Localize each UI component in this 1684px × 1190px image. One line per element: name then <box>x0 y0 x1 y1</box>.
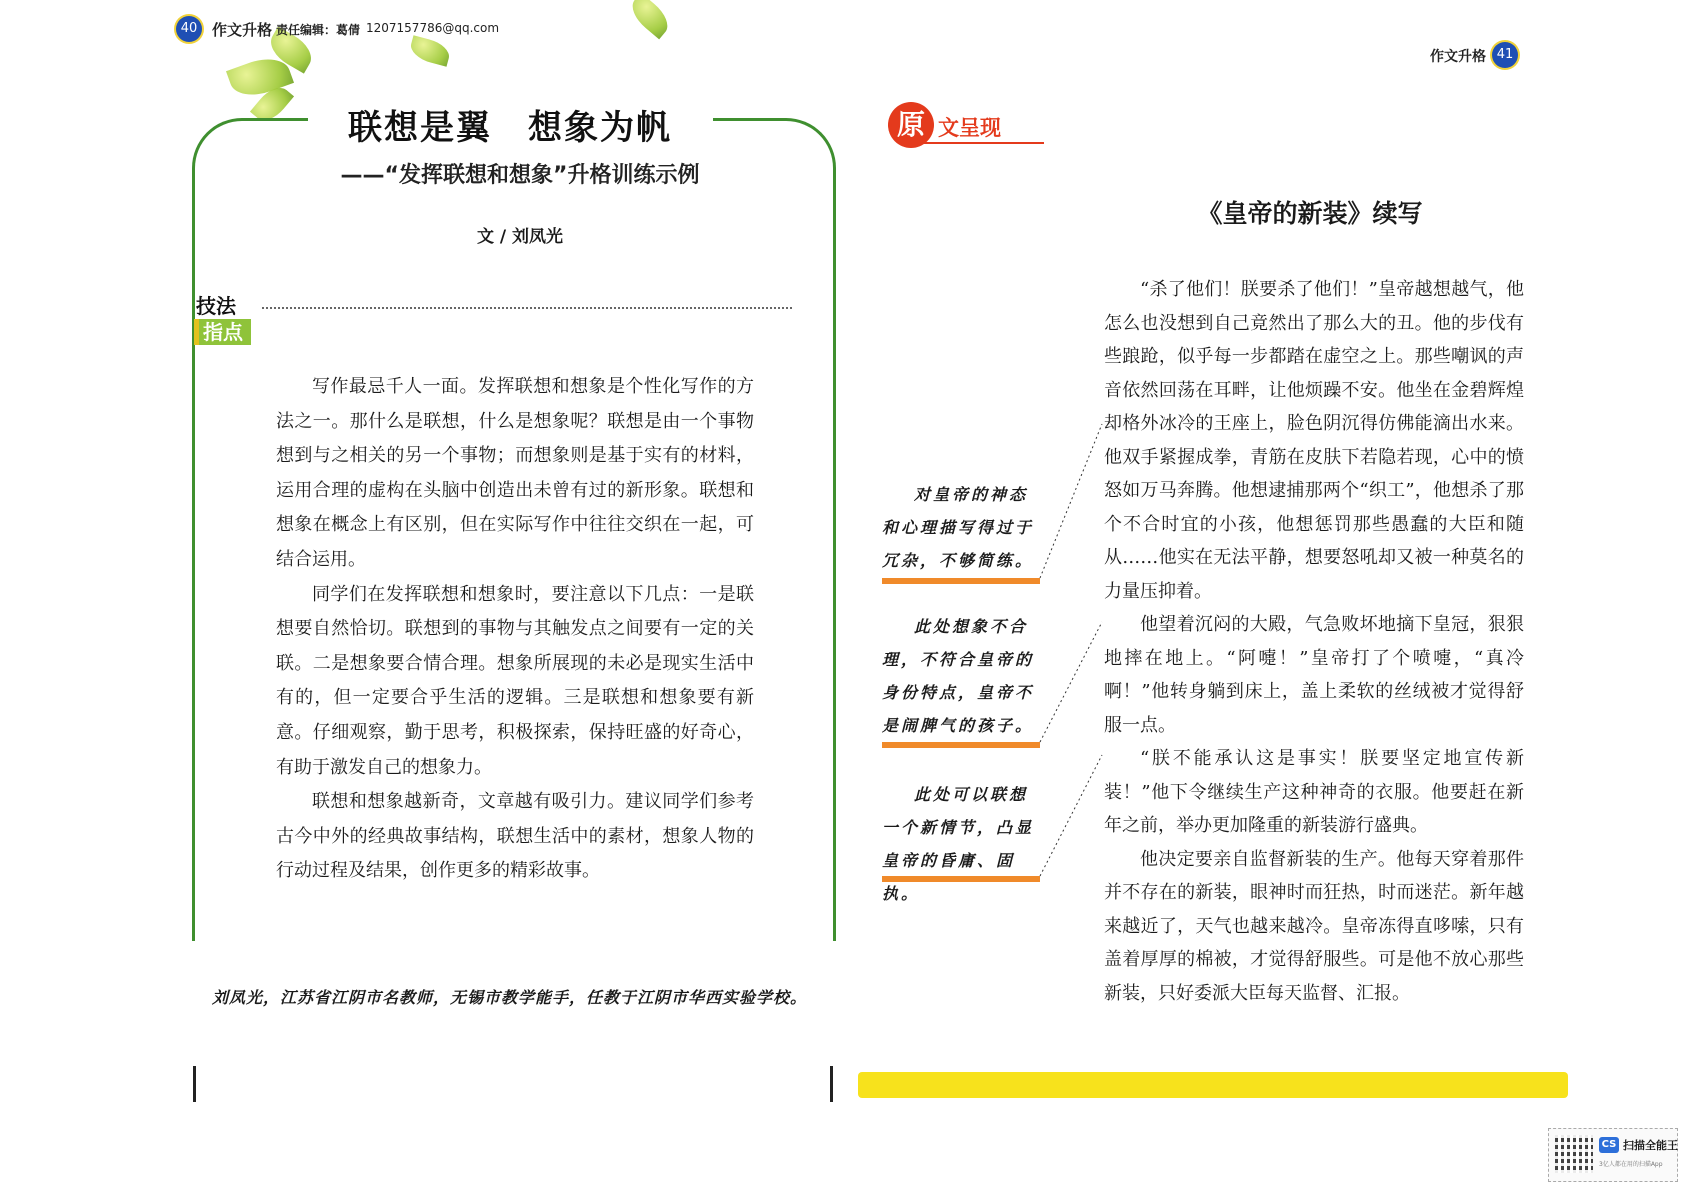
paragraph: 联想和想象越新奇，文章越有吸引力。建议同学们参考古今中外的经典故事结构，联想生活中的素材，想象人物的行动过程及结果，创作更多的精彩故事。 <box>276 791 754 882</box>
paragraph: 他决定要亲自监督新装的生产。他每天穿着那件并不存在的新装，眼神时而狂热，时而迷茫。新年越来越近了，天气也越来越冷。皇帝冻得直哆嗦，只有盖着厚厚的棉被，才觉得舒服些。可是他不放心那些新装，只好委派大臣每天监督、汇报。 <box>1104 848 1524 1004</box>
author-note: 刘凤光，江苏省江阴市名教师，无锡市教学能手，任教于江阴市华西实验学校。 <box>212 988 808 1007</box>
watermark-tagline: 3亿人都在用的扫描App <box>1599 1161 1663 1168</box>
comment-text: 此处想象不合理，不符合皇帝的身份特点，皇帝不是闹脾气的孩子。 <box>882 617 1035 735</box>
page-number-right: 41 <box>1492 42 1518 68</box>
leader-line <box>1040 622 1102 742</box>
comment-text: 对皇帝的神态和心理描写得过于冗杂，不够简练。 <box>882 485 1035 570</box>
camscanner-logo-icon: CS <box>1599 1137 1619 1153</box>
leader-line <box>1040 424 1102 578</box>
highlight-band <box>858 1072 1568 1098</box>
paragraph: “杀了他们！朕要杀了他们！”皇帝越想越气，他怎么也没想到自己竟然出了那么大的丑。他的步伐有些踉跄，似乎每一步都踏在虚空之上。那些嘲讽的声音依然回荡在耳畔，让他烦躁不安。他坐在金碧辉煌却格外冰冷的王座上，脸色阴沉得仿佛能滴出水来。他双手紧握成拳，青筋在皮肤下若隐若现，心中的愤怒如万马奔腾。他想逮捕那两个“织工”，他想杀了那个不合时宜的小孩，他想惩罚那些愚蠢的大臣和随从……他实在无法平静，想要怒吼却又被一种莫名的力量压抑着。 <box>1104 279 1524 602</box>
paragraph: “朕不能承认这是事实！朕要坚定地宣传新装！”他下令继续生产这种神奇的衣服。他要赶在新年之前，举办更加隆重的新装游行盛典。 <box>1104 748 1524 836</box>
leader-line <box>1040 755 1102 876</box>
editor-credit: 责任编辑：葛倩 <box>276 23 361 37</box>
paragraph: 他望着沉闷的大殿，气急败坏地摘下皇冠，狠狠地摔在地上。“阿嚏！”皇帝打了个喷嚏，“真冷啊！”他转身躺到床上，盖上柔软的丝绒被才觉得舒服一点。 <box>1104 614 1524 736</box>
article-title: 联想是翼 想象为帆 <box>348 108 672 148</box>
watermark-name: 扫描全能王 <box>1623 1139 1678 1152</box>
paragraph: 同学们在发挥联想和想象时，要注意以下几点：一是联想要自然恰切。联想到的事物与其触发点之间要有一定的关联。二是想象要合情合理。想象所展现的未必是现实生活中有的，但一定要合乎生活的逻辑。三是联想和想象要有新意。仔细观察，勤于思考，积极探索，保持旺盛的好奇心，有助于激发自己的想象力。 <box>276 583 754 778</box>
column-name-left: 作文升格 <box>212 21 273 39</box>
editor-email: 1207157786@qq.com <box>366 21 500 35</box>
qr-code-icon <box>1555 1135 1593 1173</box>
scanner-watermark <box>1548 1128 1678 1182</box>
column-name-right: 作文升格 <box>1430 49 1486 65</box>
essay-title: 《皇帝的新装》续写 <box>1197 199 1423 228</box>
section-badge-char: 原 <box>888 102 934 148</box>
tip-badge-top: 技法 <box>196 294 236 318</box>
page-number-left: 40 <box>176 16 202 42</box>
paragraph: 写作最忌千人一面。发挥联想和想象是个性化写作的方法之一。那什么是联想，什么是想象呢？联想是由一个事物想到与之相关的另一个事物；而想象则是基于实有的材料，运用合理的虚构在头脑中创造出未曾有过的新形象。联想和想象在概念上有区别，但在实际写作中往往交织在一起，可结合运用。 <box>276 376 754 570</box>
tip-badge-bottom: 指点 <box>194 319 251 345</box>
comment-text: 此处可以联想一个新情节，凸显皇帝的昏庸、固执。 <box>882 785 1035 903</box>
article-author: 文 / 刘凤光 <box>476 227 564 247</box>
article-subtitle: ——“发挥联想和想象”升格训练示例 <box>340 163 700 188</box>
section-badge-label: 文呈现 <box>938 116 1001 140</box>
